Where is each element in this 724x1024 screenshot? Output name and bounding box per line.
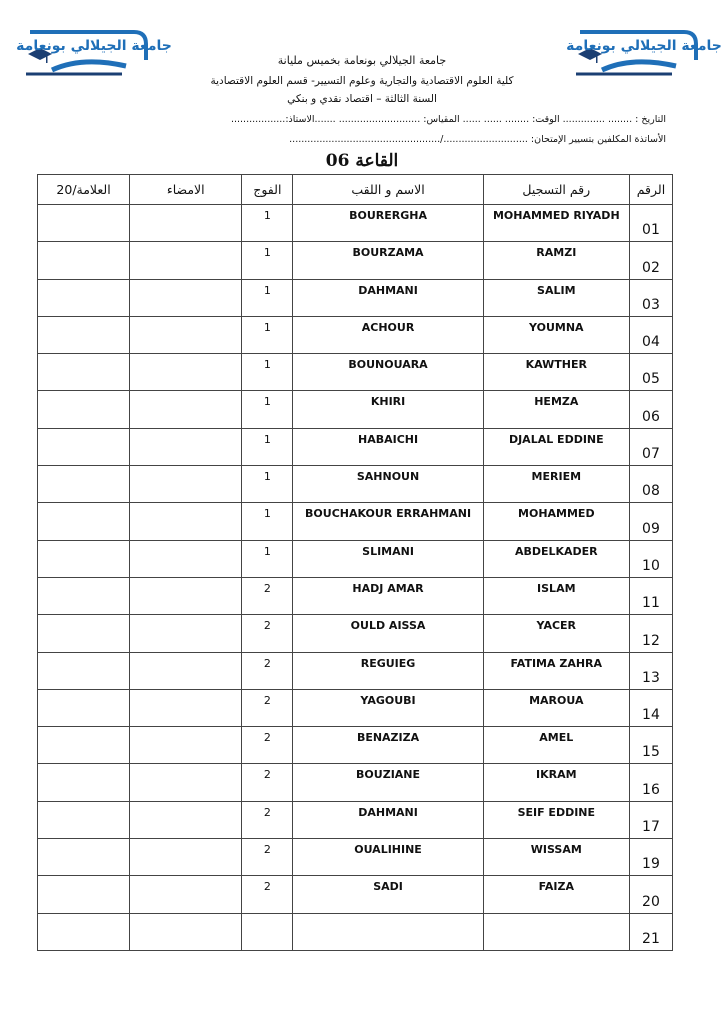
mark-cell xyxy=(38,242,130,279)
name-cell xyxy=(293,913,483,950)
group-cell: 1 xyxy=(242,428,293,465)
name-cell: REGUIEG xyxy=(293,652,483,689)
number-cell: 05 xyxy=(629,354,672,391)
number-cell: 02 xyxy=(629,242,672,279)
mark-cell xyxy=(38,503,130,540)
number-cell: 11 xyxy=(629,577,672,614)
signature-cell xyxy=(130,764,242,801)
table-row xyxy=(38,391,673,428)
registration-cell: AMEL xyxy=(483,727,629,764)
mark-cell xyxy=(38,801,130,838)
mark-cell xyxy=(38,316,130,353)
mark-cell xyxy=(38,727,130,764)
table-row xyxy=(38,764,673,801)
number-cell: 09 xyxy=(629,503,672,540)
registration-cell: YOUMNA xyxy=(483,316,629,353)
header-number: الرقم xyxy=(629,175,672,205)
name-cell: OUALIHINE xyxy=(293,839,483,876)
header-mark: العلامة/20 xyxy=(38,175,130,205)
year-program: السنة الثالثة – اقتصاد نقدي و بنكي xyxy=(287,93,437,105)
number-cell: 03 xyxy=(629,279,672,316)
table-row xyxy=(38,689,673,726)
header-group: الفوج xyxy=(242,175,293,205)
group-cell: 1 xyxy=(242,391,293,428)
group-cell: 1 xyxy=(242,316,293,353)
registration-cell: IKRAM xyxy=(483,764,629,801)
mark-cell xyxy=(38,466,130,503)
mark-cell xyxy=(38,279,130,316)
university-logo-left xyxy=(16,26,172,78)
mark-cell xyxy=(38,577,130,614)
mark-cell xyxy=(38,205,130,242)
number-cell: 20 xyxy=(629,876,672,913)
signature-cell xyxy=(130,391,242,428)
signature-cell xyxy=(130,727,242,764)
registration-cell: MOHAMMED xyxy=(483,503,629,540)
registration-cell: MERIEM xyxy=(483,466,629,503)
university-logo-right xyxy=(566,26,722,78)
group-cell: 2 xyxy=(242,764,293,801)
signature-cell xyxy=(130,652,242,689)
name-cell: BOURERGHA xyxy=(293,205,483,242)
name-cell: BOURZAMA xyxy=(293,242,483,279)
table-row xyxy=(38,801,673,838)
name-cell: SADI xyxy=(293,876,483,913)
table-row xyxy=(38,577,673,614)
group-cell: 2 xyxy=(242,839,293,876)
signature-cell xyxy=(130,876,242,913)
group-cell: 1 xyxy=(242,540,293,577)
table-row xyxy=(38,354,673,391)
signature-cell xyxy=(130,839,242,876)
signature-cell xyxy=(130,503,242,540)
number-cell: 07 xyxy=(629,428,672,465)
signature-cell xyxy=(130,354,242,391)
signature-cell xyxy=(130,913,242,950)
signature-cell xyxy=(130,205,242,242)
name-cell: BOUCHAKOUR ERRAHMANI xyxy=(293,503,483,540)
number-cell: 08 xyxy=(629,466,672,503)
name-cell: OULD AISSA xyxy=(293,615,483,652)
header-registration: رقم التسجيل xyxy=(483,175,629,205)
number-cell: 01 xyxy=(629,205,672,242)
header-name: الاسم و اللقب xyxy=(293,175,483,205)
name-cell: DAHMANI xyxy=(293,279,483,316)
signature-cell xyxy=(130,316,242,353)
name-cell: ACHOUR xyxy=(293,316,483,353)
mark-cell xyxy=(38,876,130,913)
attendance-table xyxy=(37,174,673,951)
university-name: جامعة الجيلالي بونعامة بخميس مليانة xyxy=(277,54,447,67)
signature-cell xyxy=(130,540,242,577)
registration-cell: HEMZA xyxy=(483,391,629,428)
mark-cell xyxy=(38,839,130,876)
name-cell: HADJ AMAR xyxy=(293,577,483,614)
registration-cell: ABDELKADER xyxy=(483,540,629,577)
table-row xyxy=(38,279,673,316)
table-row xyxy=(38,503,673,540)
signature-cell xyxy=(130,615,242,652)
table-row xyxy=(38,540,673,577)
group-cell: 1 xyxy=(242,205,293,242)
table-row xyxy=(38,839,673,876)
name-cell: YAGOUBI xyxy=(293,689,483,726)
name-cell: KHIRI xyxy=(293,391,483,428)
table-row xyxy=(38,466,673,503)
mark-cell xyxy=(38,913,130,950)
signature-cell xyxy=(130,279,242,316)
number-cell: 04 xyxy=(629,316,672,353)
group-cell: 1 xyxy=(242,354,293,391)
group-cell: 1 xyxy=(242,466,293,503)
signature-cell xyxy=(130,242,242,279)
registration-cell: RAMZI xyxy=(483,242,629,279)
registration-cell: DJALAL EDDINE xyxy=(483,428,629,465)
table-row xyxy=(38,876,673,913)
logo-left-text: جامعة الجيلالي بونعامة xyxy=(16,38,172,54)
number-cell: 14 xyxy=(629,689,672,726)
registration-cell: SEIF EDDINE xyxy=(483,801,629,838)
number-cell: 06 xyxy=(629,391,672,428)
registration-cell: WISSAM xyxy=(483,839,629,876)
name-cell: BENAZIZA xyxy=(293,727,483,764)
number-cell: 10 xyxy=(629,540,672,577)
number-cell: 21 xyxy=(629,913,672,950)
group-cell: 2 xyxy=(242,727,293,764)
table-row xyxy=(38,727,673,764)
registration-cell: MOHAMMED RIYADH xyxy=(483,205,629,242)
name-cell: SAHNOUN xyxy=(293,466,483,503)
header-signature: الامضاء xyxy=(130,175,242,205)
mark-cell xyxy=(38,652,130,689)
group-cell: 1 xyxy=(242,503,293,540)
mark-cell xyxy=(38,540,130,577)
group-cell: 2 xyxy=(242,615,293,652)
table-header-row xyxy=(38,175,673,205)
group-cell: 2 xyxy=(242,577,293,614)
mark-cell xyxy=(38,615,130,652)
table-row xyxy=(38,316,673,353)
signature-cell xyxy=(130,428,242,465)
name-cell: SLIMANI xyxy=(293,540,483,577)
registration-cell: FATIMA ZAHRA xyxy=(483,652,629,689)
registration-cell: FAIZA xyxy=(483,876,629,913)
number-cell: 17 xyxy=(629,801,672,838)
faculty-department: كلية العلوم الاقتصادية والتجارية وعلوم التسيير- قسم العلوم الاقتصادية xyxy=(210,75,514,87)
group-cell: 2 xyxy=(242,876,293,913)
university-logo-icon xyxy=(16,26,172,78)
table-row xyxy=(38,205,673,242)
group-cell: 2 xyxy=(242,689,293,726)
mark-cell xyxy=(38,354,130,391)
exam-info-line: التاريخ : ........ .............. الوقت: ........ ...... ...... المقياس: ........................... .......الاستاذ:.................. xyxy=(230,114,666,125)
invigilators-line: الأساتذة المكلفين بتسيير الإمتحان: ............................/.................................................. xyxy=(289,134,666,145)
mark-cell xyxy=(38,689,130,726)
number-cell: 16 xyxy=(629,764,672,801)
mark-cell xyxy=(38,428,130,465)
group-cell: 2 xyxy=(242,801,293,838)
name-cell: BOUNOUARA xyxy=(293,354,483,391)
name-cell: HABAICHI xyxy=(293,428,483,465)
registration-cell: MAROUA xyxy=(483,689,629,726)
signature-cell xyxy=(130,689,242,726)
registration-cell: ISLAM xyxy=(483,577,629,614)
registration-cell: YACER xyxy=(483,615,629,652)
signature-cell xyxy=(130,466,242,503)
group-cell: 1 xyxy=(242,279,293,316)
registration-cell: SALIM xyxy=(483,279,629,316)
number-cell: 13 xyxy=(629,652,672,689)
registration-cell xyxy=(483,913,629,950)
table-row xyxy=(38,913,673,950)
university-logo-icon xyxy=(566,26,722,78)
signature-cell xyxy=(130,577,242,614)
table-row xyxy=(38,428,673,465)
group-cell: 1 xyxy=(242,242,293,279)
number-cell: 15 xyxy=(629,727,672,764)
registration-cell: KAWTHER xyxy=(483,354,629,391)
table-row xyxy=(38,242,673,279)
table-row xyxy=(38,652,673,689)
mark-cell xyxy=(38,764,130,801)
signature-cell xyxy=(130,801,242,838)
number-cell: 19 xyxy=(629,839,672,876)
logo-right-text: جامعة الجيلالي بونعامة xyxy=(566,38,722,54)
number-cell: 12 xyxy=(629,615,672,652)
group-cell: 2 xyxy=(242,652,293,689)
name-cell: DAHMANI xyxy=(293,801,483,838)
room-title: القاعة 06 xyxy=(325,151,399,171)
table-row xyxy=(38,615,673,652)
mark-cell xyxy=(38,391,130,428)
name-cell: BOUZIANE xyxy=(293,764,483,801)
group-cell xyxy=(242,913,293,950)
